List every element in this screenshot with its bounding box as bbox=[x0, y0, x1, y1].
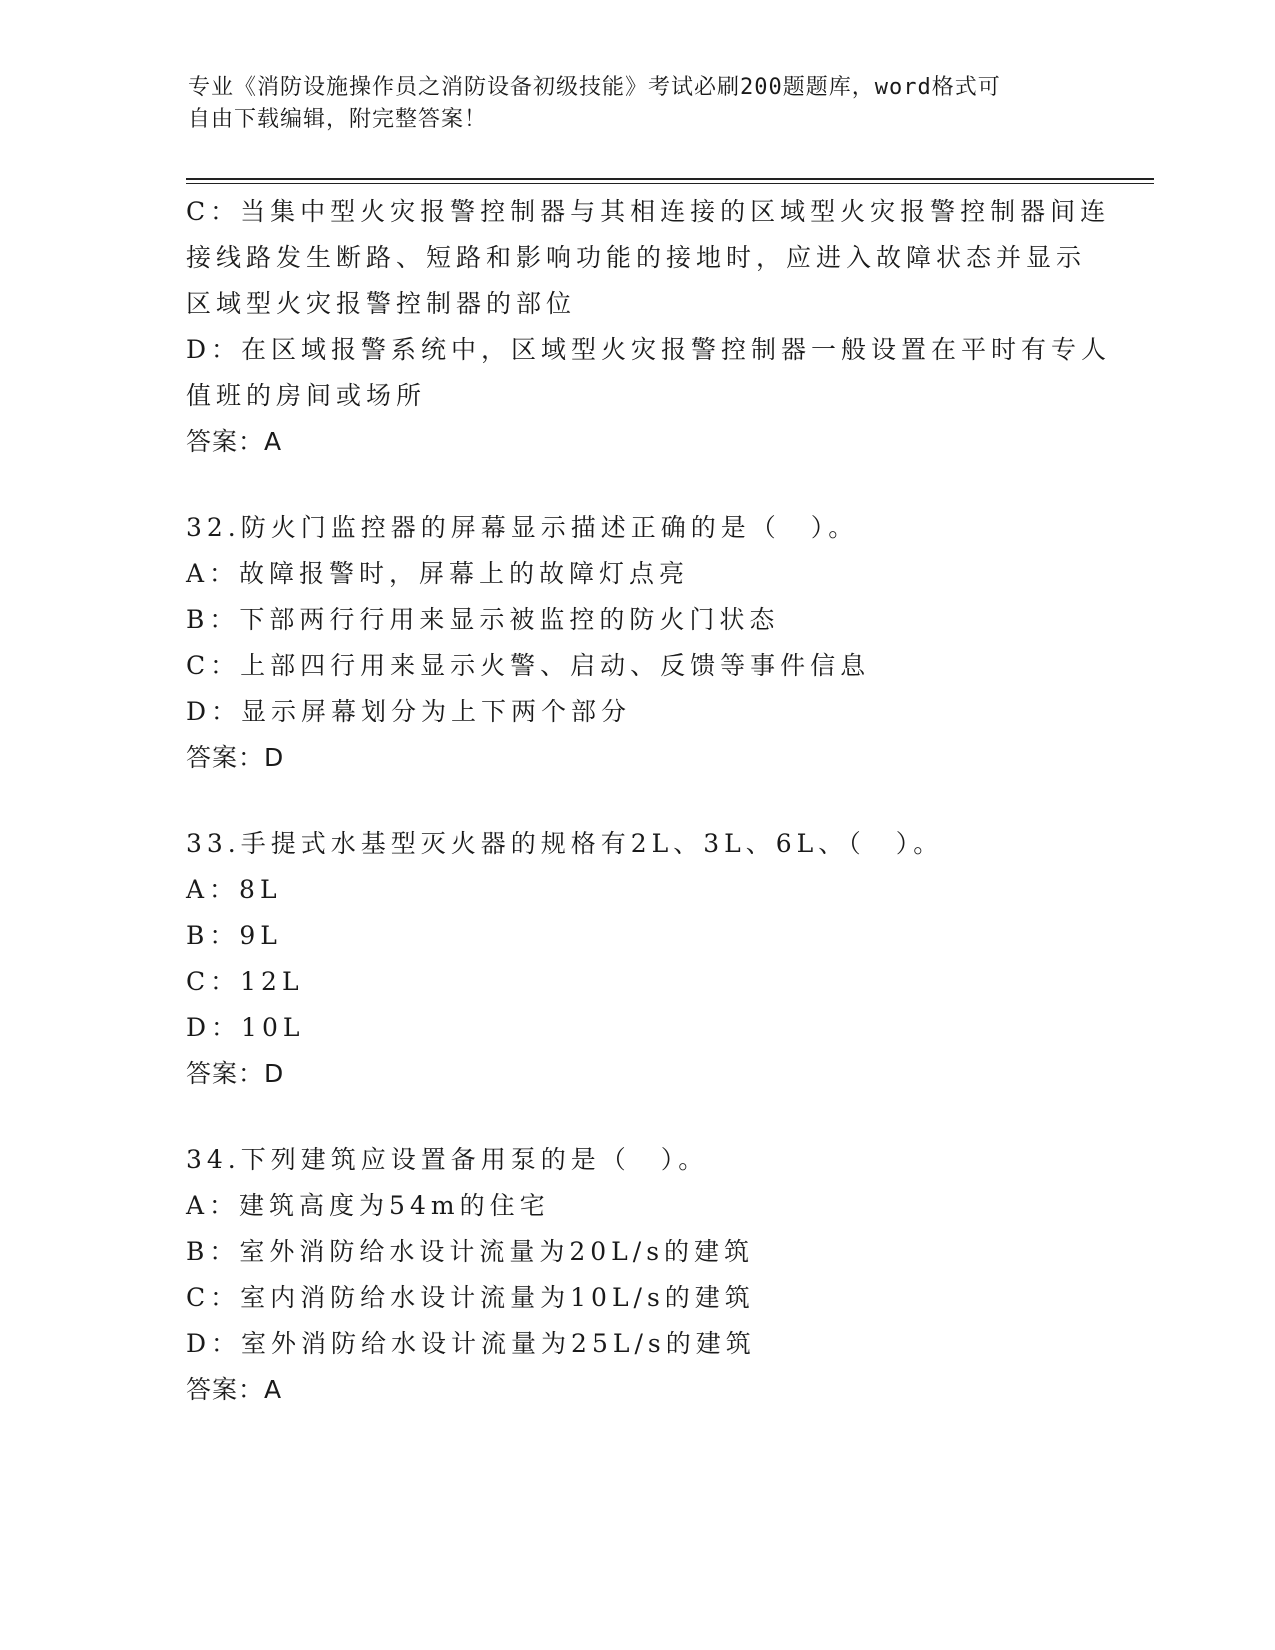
option-a: A：建筑高度为54m的住宅 bbox=[186, 1191, 550, 1220]
option-d: D：10L bbox=[186, 1013, 305, 1042]
option-c: C：上部四行用来显示火警、启动、反馈等事件信息 bbox=[186, 651, 871, 680]
option-c-line: 接线路发生断路、短路和影响功能的接地时，应进入故障状态并显示 bbox=[186, 243, 1087, 272]
option-d-line: 值班的房间或场所 bbox=[186, 381, 427, 410]
answer: 答案：A bbox=[186, 427, 283, 456]
header-divider bbox=[186, 183, 1154, 184]
option-b: B：室外消防给水设计流量为20L/s的建筑 bbox=[186, 1237, 755, 1266]
option-a: A：故障报警时，屏幕上的故障灯点亮 bbox=[186, 559, 690, 588]
header-line: 自由下载编辑，附完整答案！ bbox=[188, 107, 488, 132]
option-a: A：8L bbox=[186, 875, 282, 904]
option-b: B：9L bbox=[186, 921, 282, 950]
answer: 答案：D bbox=[186, 743, 285, 772]
option-b: B：下部两行行用来显示被监控的防火门状态 bbox=[186, 605, 780, 634]
option-c: C：12L bbox=[186, 967, 304, 996]
option-d: D：室外消防给水设计流量为25L/s的建筑 bbox=[186, 1329, 756, 1358]
header-divider bbox=[186, 178, 1154, 180]
option-c-line: 区域型火灾报警控制器的部位 bbox=[186, 289, 577, 318]
option-d: D：显示屏幕划分为上下两个部分 bbox=[186, 697, 632, 726]
answer: 答案：D bbox=[186, 1059, 285, 1088]
question-stem: 32.防火门监控器的屏幕显示描述正确的是（ ）。 bbox=[186, 513, 859, 542]
option-c-line: C：当集中型火灾报警控制器与其相连接的区域型火灾报警控制器间连 bbox=[186, 197, 1111, 226]
header-line: 专业《消防设施操作员之消防设备初级技能》考试必刷200题题库，word格式可 bbox=[188, 75, 1001, 100]
document-header bbox=[188, 72, 1068, 136]
answer: 答案：A bbox=[186, 1375, 283, 1404]
option-c: C：室内消防给水设计流量为10L/s的建筑 bbox=[186, 1283, 755, 1312]
question-content bbox=[186, 189, 1112, 1413]
question-stem: 33.手提式水基型灭火器的规格有2L、3L、6L、（ ）。 bbox=[186, 829, 944, 858]
option-d-line: D：在区域报警系统中，区域型火灾报警控制器一般设置在平时有专人 bbox=[186, 335, 1112, 364]
question-stem: 34.下列建筑应设置备用泵的是（ ）。 bbox=[186, 1145, 709, 1174]
